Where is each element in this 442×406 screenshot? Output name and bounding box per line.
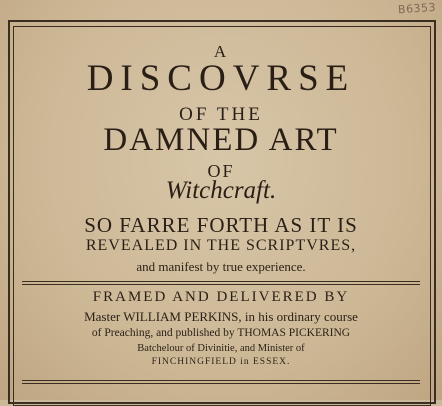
catalog-number: B6353	[397, 0, 437, 17]
title-line-a: A	[213, 42, 229, 61]
imprint-line-2: Master WILLIAM PERKINS, in his ordinary course	[84, 309, 358, 324]
title-line-of-the: OF THE	[179, 104, 263, 125]
title-line-discourse: DISCOVRSE	[86, 58, 356, 99]
imprint-line-3: of Preaching, and published by THOMAS PICKERING	[91, 327, 351, 339]
subtitle-line-2: REVEALED IN THE SCRIPTVRES,	[85, 237, 357, 254]
imprint-line-5: FINCHINGFIELD in ESSEX.	[151, 357, 291, 367]
divider-rule	[22, 281, 420, 282]
bottom-rule	[22, 380, 420, 381]
imprint-line-4: Batchelour of Divinitie, and Minister of	[137, 343, 305, 354]
title-line-of: OF	[207, 161, 235, 181]
imprint-line-1: FRAMED AND DELIVERED BY	[92, 289, 350, 305]
bottom-rule-thin	[22, 383, 420, 384]
subtitle-line-3: and manifest by true experience.	[136, 259, 306, 274]
divider-rule-thin	[22, 284, 420, 285]
subtitle-line-1: SO FARRE FORTH AS IT IS	[84, 213, 358, 237]
title-line-witchcraft: Witchcraft.	[165, 177, 277, 204]
title-line-damned-art: DAMNED ART	[103, 122, 339, 158]
